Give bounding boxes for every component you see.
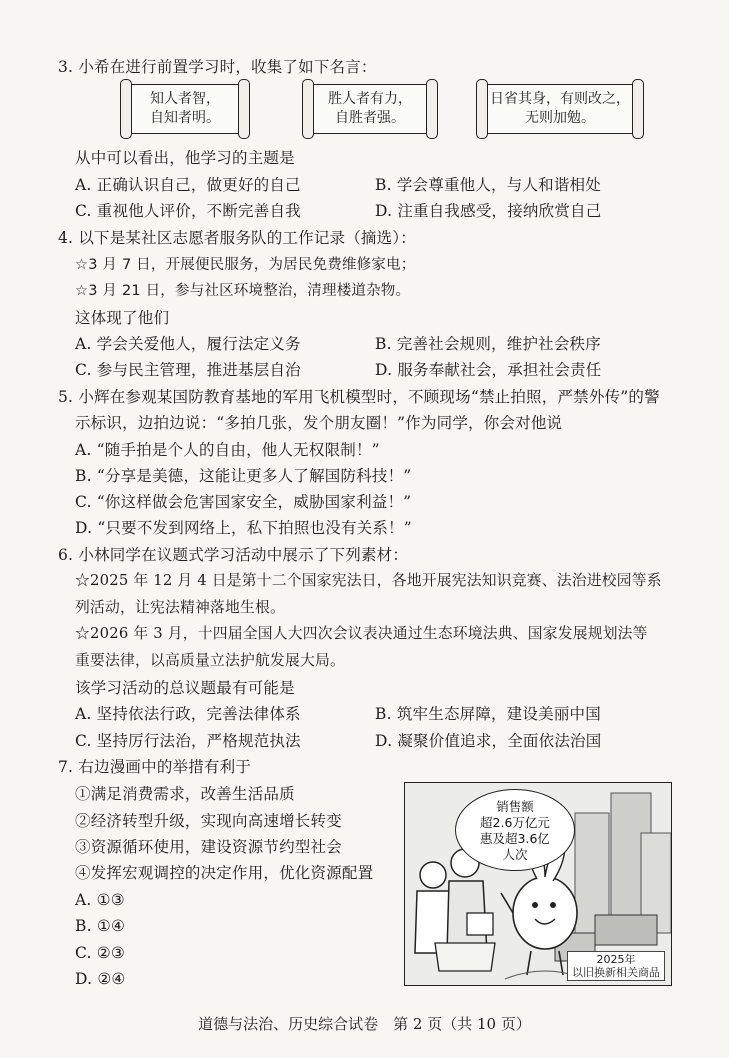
q7-statement-4: ④发挥宏观调控的决定作用，优化资源配置 — [75, 864, 374, 882]
q6-material-2a: ☆2026 年 3 月，十四届全国人大四次会议表决通过生态环境法典、国家发展规划法等 — [75, 625, 648, 642]
quote-3: 日省其身，有则改之， 无则加勉。 — [490, 91, 630, 126]
q5-stem-line2: 示标识，边拍边说：“多拍几张，发个朋友圈！”作为同学，你会对他说 — [75, 414, 563, 432]
q7-stem: 7. 右边漫画中的举措有利于 — [58, 758, 252, 776]
q3-option-a: A. 正确认识自己，做更好的自己 — [75, 176, 301, 194]
q5-option-a: A. “随手拍是个人的自由，他人无权限制！” — [75, 441, 380, 459]
q3-option-d: D. 注重自我感受，接纳欣赏自己 — [375, 202, 602, 220]
quote-scroll-1 — [128, 84, 242, 134]
q3-option-c: C. 重视他人评价，不断完善自我 — [75, 202, 301, 220]
q4-prompt: 这体现了他们 — [75, 309, 170, 327]
q6-material-1b: 列活动，让宪法精神落地生根。 — [75, 599, 285, 616]
quote-scroll-3 — [484, 84, 636, 134]
q6-option-d: D. 凝聚价值追求，全面依法治国 — [375, 732, 602, 750]
q7-statement-3: ③资源循环使用，建设资源节约型社会 — [75, 838, 342, 856]
q7-statement-2: ②经济转型升级，实现向高速增长转变 — [75, 812, 342, 830]
q6-stem: 6. 小林同学在议题式学习活动中展示了下列素材： — [58, 546, 409, 564]
q4-option-d: D. 服务奉献社会，承担社会责任 — [375, 361, 602, 379]
q7-option-d: D. ②④ — [75, 970, 126, 988]
quote-scroll-2 — [310, 84, 430, 134]
q4-stem: 4. 以下是某社区志愿者服务队的工作记录（摘选）： — [58, 229, 416, 247]
q5-option-c: C. “你这样做会危害国家安全，威胁国家利益！” — [75, 493, 412, 511]
q3-prompt: 从中可以看出，他学习的主题是 — [75, 149, 295, 167]
q4-record-2: ☆3 月 21 日，参与社区环境整治，清理楼道杂物。 — [75, 283, 411, 299]
q6-prompt: 该学习活动的总议题最有可能是 — [75, 679, 295, 697]
quote-1: 知人者智， 自知者明。 — [150, 91, 220, 126]
q6-material-1a: ☆2025 年 12 月 4 日是第十二个国家宪法日，各地开展宪法知识竞赛、法治进校园等系 — [75, 572, 662, 589]
q4-option-b: B. 完善社会规则，维护社会秩序 — [375, 335, 601, 353]
q6-material-2b: 重要法律，以高质量立法护航发展大局。 — [75, 652, 345, 669]
q4-option-a: A. 学会关爱他人，履行法定义务 — [75, 335, 301, 353]
speech-bubble: 销售额 超2.6万亿元 惠及超3.6亿 人次 — [455, 789, 575, 871]
q3-option-b: B. 学会尊重他人，与人和谐相处 — [375, 176, 601, 194]
q4-option-c: C. 参与民主管理，推进基层自治 — [75, 361, 301, 379]
cartoon-caption: 2025年 以旧换新相关商品 — [567, 951, 665, 981]
q6-option-c: C. 坚持厉行法治，严格规范执法 — [75, 732, 301, 750]
q6-option-b: B. 筑牢生态屏障，建设美丽中国 — [375, 705, 601, 723]
q3-stem: 3. 小希在进行前置学习时，收集了如下名言： — [58, 58, 377, 76]
q4-record-1: ☆3 月 7 日，开展便民服务，为居民免费维修家电； — [75, 257, 416, 273]
page-footer: 道德与法治、历史综合试卷 第 2 页（共 10 页） — [198, 1015, 531, 1033]
q7-option-b: B. ①④ — [75, 917, 126, 935]
q5-option-b: B. “分享是美德，这能让更多人了解国防科技！” — [75, 467, 412, 485]
trade-in-cartoon — [404, 782, 672, 986]
q5-option-d: D. “只要不发到网络上，私下拍照也没有关系！” — [75, 519, 412, 537]
q5-stem-line1: 5. 小辉在参观某国防教育基地的军用飞机模型时，不顾现场“禁止拍照，严禁外传”的警 — [58, 388, 660, 406]
quote-2: 胜人者有力， 自胜者强。 — [328, 91, 412, 126]
q7-statement-1: ①满足消费需求，改善生活品质 — [75, 785, 295, 803]
q6-option-a: A. 坚持依法行政，完善法律体系 — [75, 705, 301, 723]
q7-option-c: C. ②③ — [75, 944, 125, 962]
q7-option-a: A. ①③ — [75, 891, 125, 909]
